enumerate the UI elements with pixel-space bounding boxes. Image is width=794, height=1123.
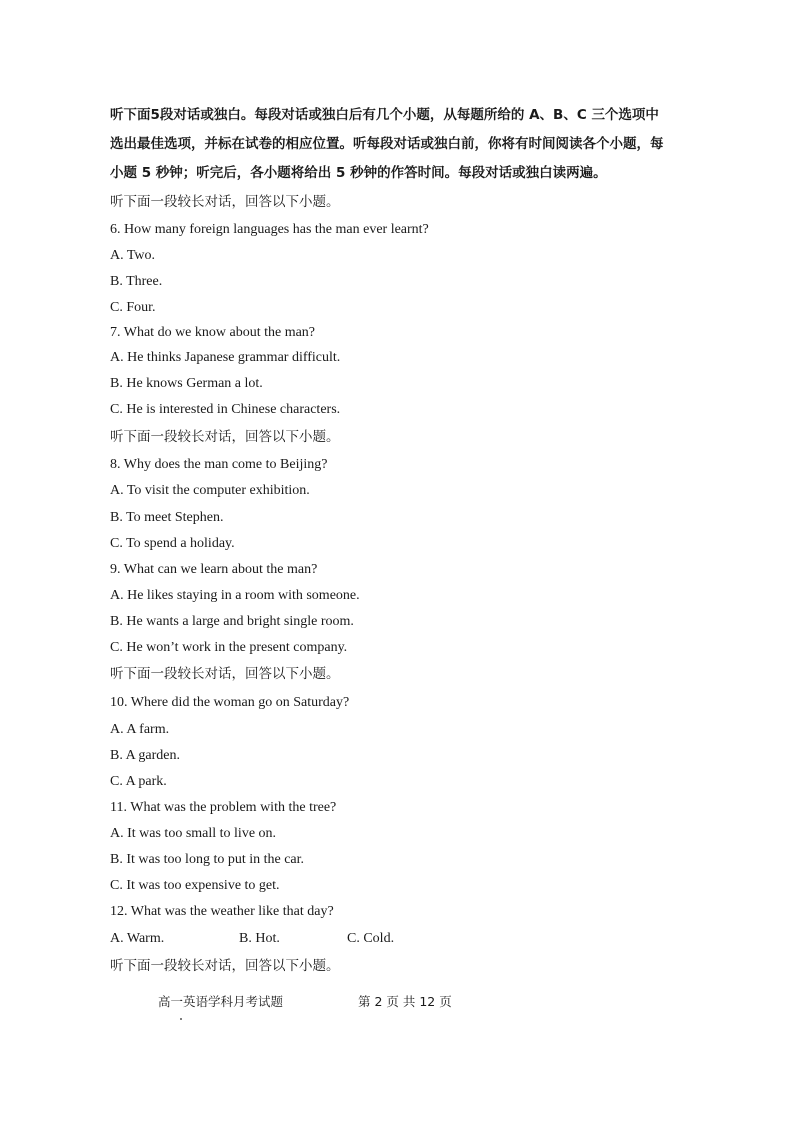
- question-8: 8. Why does the man come to Beijing?: [110, 457, 328, 472]
- q8-option-a: A. To visit the computer exhibition.: [110, 483, 310, 498]
- section-prompt: 听下面一段较长对话，回答以下小题。: [110, 429, 340, 445]
- section-prompt: 听下面一段较长对话，回答以下小题。: [110, 666, 340, 682]
- q10-option-a: A. A farm.: [110, 722, 170, 737]
- question-6: 6. How many foreign languages has the man ever learnt?: [110, 222, 429, 237]
- q10-option-c: C. A park.: [110, 774, 167, 789]
- q12-option-c: C. Cold.: [347, 931, 395, 946]
- q11-option-b: B. It was too long to put in the car.: [110, 852, 305, 867]
- q8-option-b: B. To meet Stephen.: [110, 510, 224, 525]
- instructions-line-3: 小题 5 秒钟；听完后，各小题将给出 5 秒钟的作答时间。每段对话或独白读两遍。: [110, 165, 607, 181]
- footer-page-number: 第 2 页 共 12 页: [358, 994, 452, 1009]
- q7-option-b: B. He knows German a lot.: [110, 376, 263, 391]
- question-7: 7. What do we know about the man?: [110, 325, 316, 340]
- section-prompt: 听下面一段较长对话，回答以下小题。: [110, 194, 340, 210]
- question-11: 11. What was the problem with the tree?: [110, 800, 337, 815]
- footer-exam-title: 高一英语学科月考试题: [158, 994, 284, 1009]
- question-12: 12. What was the weather like that day?: [110, 904, 334, 919]
- scan-speck: [180, 1018, 182, 1020]
- question-9: 9. What can we learn about the man?: [110, 562, 318, 577]
- q10-option-b: B. A garden.: [110, 748, 180, 763]
- question-10: 10. Where did the woman go on Saturday?: [110, 695, 350, 710]
- instructions-line-1: 听下面5段对话或独白。每段对话或独白后有几个小题，从每题所给的 A、B、C 三个选项中: [110, 107, 659, 123]
- q9-option-a: A. He likes staying in a room with someone.: [110, 588, 360, 603]
- q8-option-c: C. To spend a holiday.: [110, 536, 235, 551]
- q9-option-b: B. He wants a large and bright single room.: [110, 614, 354, 629]
- instructions-line-2: 选出最佳选项，并标在试卷的相应位置。听每段对话或独白前，你将有时间阅读各个小题，每: [110, 136, 664, 152]
- q12-option-b: B. Hot.: [239, 931, 280, 946]
- q7-option-c: C. He is interested in Chinese characters.: [110, 402, 341, 417]
- q9-option-c: C. He won’t work in the present company.: [110, 640, 348, 655]
- q6-option-c: C. Four.: [110, 300, 156, 315]
- q11-option-a: A. It was too small to live on.: [110, 826, 277, 841]
- q6-option-a: A. Two.: [110, 248, 156, 263]
- section-prompt: 听下面一段较长对话，回答以下小题。: [110, 958, 340, 974]
- q12-option-a: A. Warm.: [110, 931, 165, 946]
- q7-option-a: A. He thinks Japanese grammar difficult.: [110, 350, 341, 365]
- q11-option-c: C. It was too expensive to get.: [110, 878, 280, 893]
- q6-option-b: B. Three.: [110, 274, 163, 289]
